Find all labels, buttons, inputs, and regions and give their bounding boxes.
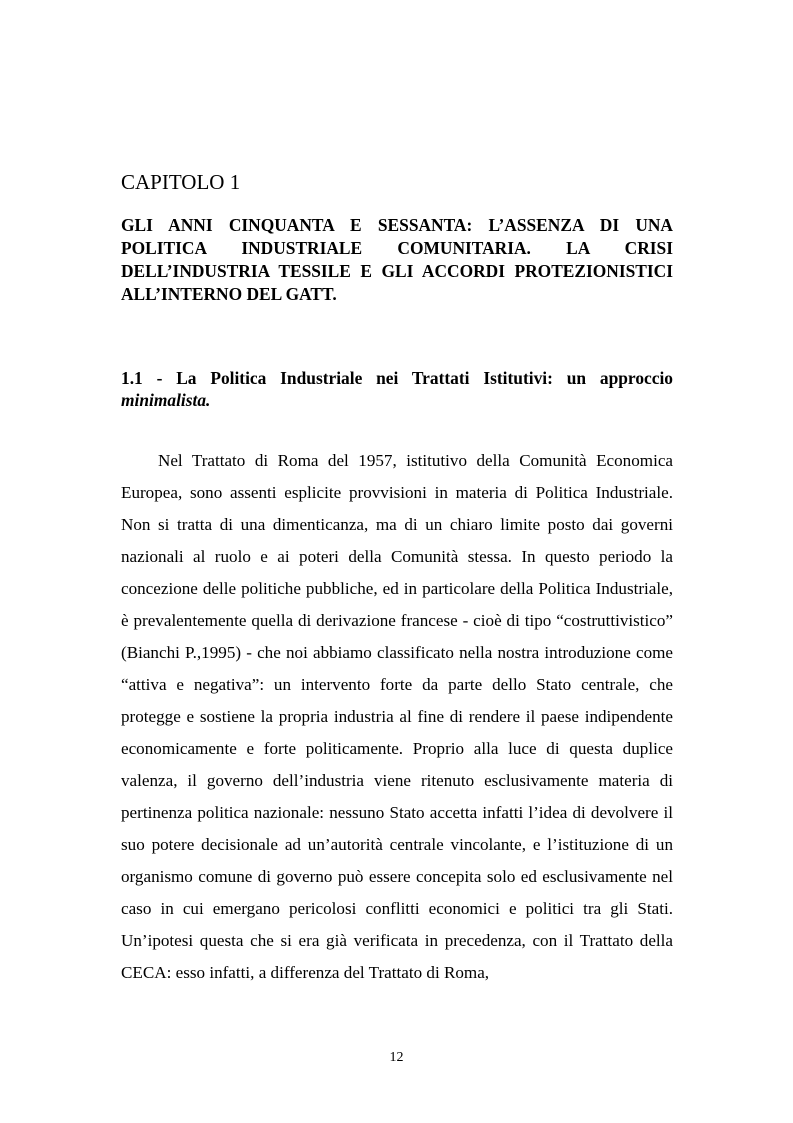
- chapter-title: GLI ANNI CINQUANTA E SESSANTA: L’ASSENZA DI UNA POLITICA INDUSTRIALE COMUNITARIA. LA CRISI DELL’INDUSTRIA TESSILE E GLI ACCORDI PROTEZIONISTICI ALL’INTERNO DEL GATT.: [121, 215, 673, 304]
- body-paragraph: Nel Trattato di Roma del 1957, istitutivo della Comunità Economica Europea, sono assenti esplicite provvisioni in materia di Politica Industriale. Non si tratta di una dimenticanza, ma di un chiaro limite posto dai governi nazionali al ruolo e ai poteri della Comunità stessa. In questo periodo la concezione delle politiche pubbliche, ed in particolare della Politica Industriale, è prevalentemente quella di derivazione francese - cioè di tipo “costruttivistico” (Bianchi P.,1995) - che noi abbiamo classificato nella nostra introduzione come “attiva e negativa”: un intervento forte da parte dello Stato centrale, che protegge e sostiene la propria industria al fine di rendere il paese indipendente economicamente e forte politicamente. Proprio alla luce di questa duplice valenza, il governo dell’industria viene ritenuto esclusivamente materia di pertinenza politica nazionale: nessuno Stato accetta infatti l’idea di devolvere il suo potere decisionale ad un’autorità centrale vincolante, e l’istituzione di un organismo comune di governo può essere concepita solo ed esclusivamente nel caso in cui emergano pericolosi conflitti economici e politici tra gli Stati. Un’ipotesi questa che si era già verificata in precedenza, con il Trattato della CECA: esso infatti, a differenza del Trattato di Roma,: [121, 451, 673, 982]
- section-heading-italic: minimalista.: [121, 390, 211, 410]
- chapter-label: CAPITOLO 1: [121, 170, 241, 194]
- section-heading-text: 1.1 - La Politica Industriale nei Trattati Istitutivi: un approccio: [121, 368, 673, 388]
- section-heading: [121, 367, 673, 411]
- page-number: 12: [389, 1050, 404, 1065]
